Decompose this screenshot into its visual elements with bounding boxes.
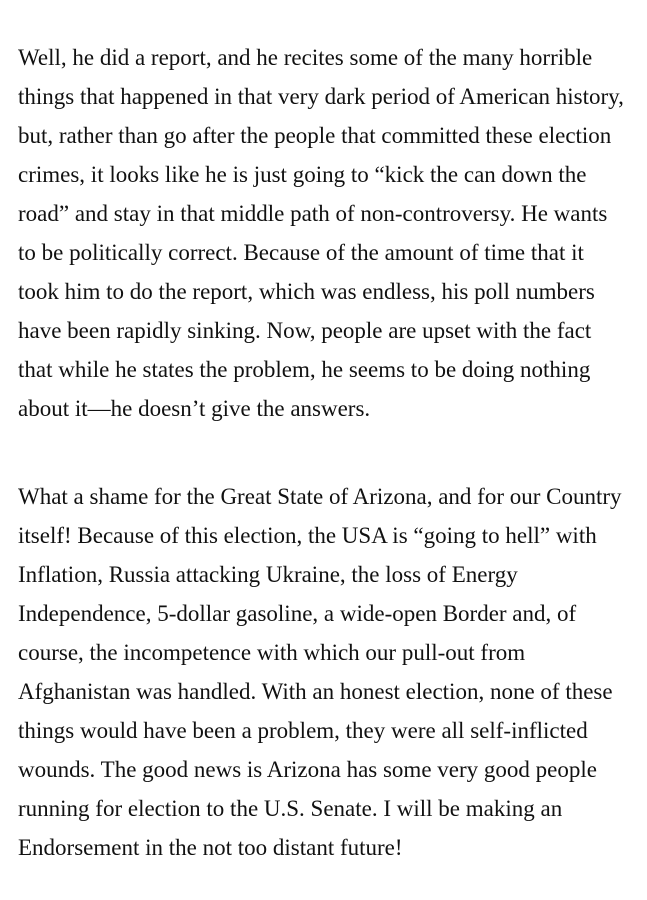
- text-line: things would have been a problem, they were all self-inflicted: [18, 718, 588, 743]
- text-line: wounds. The good news is Arizona has some very good people: [18, 757, 597, 782]
- text-line: that while he states the problem, he seems to be doing nothing: [18, 357, 591, 382]
- text-line: course, the incompetence with which our pull-out from: [18, 640, 526, 665]
- text-line: things that happened in that very dark period of American history,: [18, 84, 624, 109]
- text-line: Endorsement in the not too distant future!: [18, 835, 403, 860]
- text-line: Inflation, Russia attacking Ukraine, the loss of Energy: [18, 562, 518, 587]
- paragraph-arizona: [18, 477, 622, 867]
- text-line: Independence, 5-dollar gasoline, a wide-open Border and, of: [18, 601, 577, 626]
- text-line: itself! Because of this election, the USA is “going to hell” with: [18, 523, 597, 548]
- text-line: road” and stay in that middle path of non-controversy. He wants: [18, 201, 608, 226]
- text-line: Well, he did a report, and he recites some of the many horrible: [18, 45, 593, 70]
- text-line: What a shame for the Great State of Arizona, and for our Country: [18, 484, 622, 509]
- text-line: have been rapidly sinking. Now, people are upset with the fact: [18, 318, 592, 343]
- text-line: about it—he doesn’t give the answers.: [18, 396, 371, 421]
- text-line: to be politically correct. Because of the amount of time that it: [18, 240, 584, 265]
- text-line: took him to do the report, which was endless, his poll numbers: [18, 279, 595, 304]
- text-line: running for election to the U.S. Senate. I will be making an: [18, 796, 563, 821]
- text-line: Afghanistan was handled. With an honest election, none of these: [18, 679, 613, 704]
- text-line: crimes, it looks like he is just going to “kick the can down the: [18, 162, 587, 187]
- paragraph-report: [18, 38, 624, 428]
- text-line: but, rather than go after the people that committed these election: [18, 123, 612, 148]
